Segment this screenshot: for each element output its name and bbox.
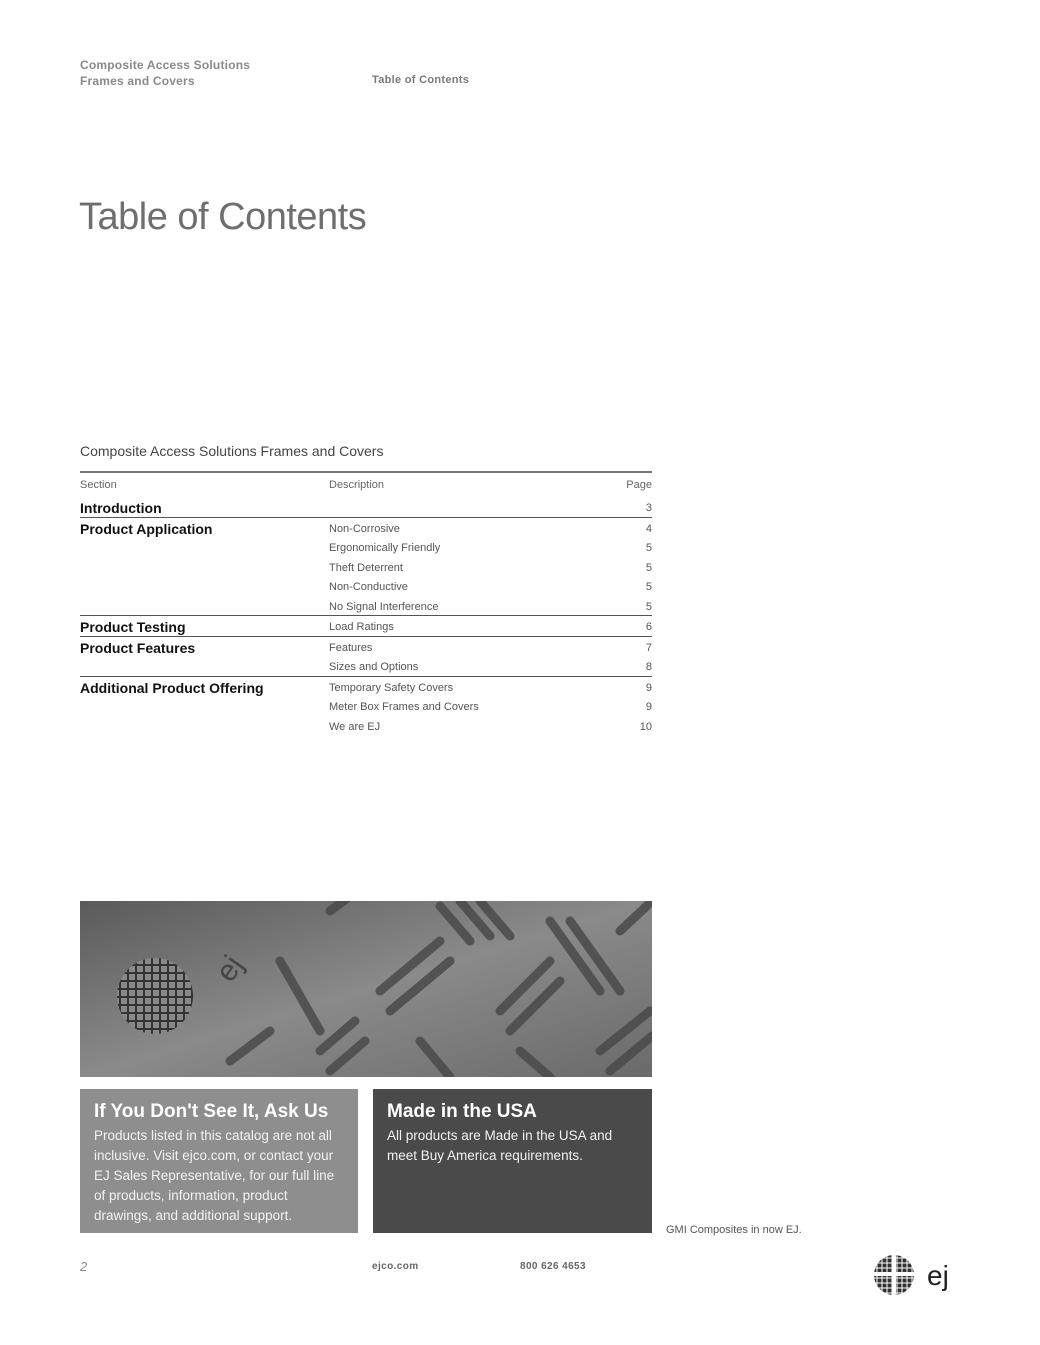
toc-table <box>80 471 652 735</box>
toc-page-number: 9 <box>645 701 652 713</box>
toc-row <box>80 518 652 538</box>
toc-page-number: 7 <box>645 641 652 654</box>
toc-page-number: 6 <box>645 621 652 633</box>
callout-ask-us-body: Products listed in this catalog are not all inclusive. Visit ejco.com, or contact your EJ Sales Representative, for our full line of products, information, product drawings, and additional support. <box>94 1128 335 1223</box>
col-description-label: Description <box>329 479 385 491</box>
toc-row <box>80 716 652 736</box>
callout-made-in-usa <box>373 1089 652 1233</box>
toc-description: We are EJ <box>329 720 381 733</box>
toc-description: Theft Deterrent <box>329 561 403 574</box>
toc-row <box>80 576 652 596</box>
company-note: GMI Composites in now EJ. <box>666 1224 802 1236</box>
toc-group <box>80 615 652 636</box>
toc-row <box>80 616 652 636</box>
toc-page-number: 8 <box>645 661 652 673</box>
globe-logo-icon <box>872 1253 952 1297</box>
header-section-title: Table of Contents <box>372 74 470 86</box>
footer-url: ejco.com <box>372 1261 419 1272</box>
globe-emblem <box>117 958 193 1034</box>
toc-section-name: Product Features <box>80 639 196 656</box>
toc-page-number: 10 <box>639 720 652 733</box>
toc-page-number: 9 <box>645 681 652 694</box>
svg-text:ej: ej <box>209 949 250 988</box>
logo-text: ej <box>927 1260 949 1291</box>
col-section-label: Section <box>80 479 117 491</box>
toc-section-name: Introduction <box>80 500 162 516</box>
brand-line-2: Frames and Covers <box>80 74 195 88</box>
toc-page-number: 5 <box>645 561 652 574</box>
toc-description: No Signal Interference <box>329 600 439 613</box>
toc-description: Non-Conductive <box>329 581 408 593</box>
callout-ask-us-title: If You Don't See It, Ask Us <box>94 1101 329 1122</box>
page-title: Table of Contents <box>79 196 367 238</box>
toc-description: Ergonomically Friendly <box>329 542 441 554</box>
toc-page-number: 4 <box>645 522 652 535</box>
toc-description: Sizes and Options <box>329 661 419 673</box>
toc-row <box>80 497 652 517</box>
toc-row <box>80 596 652 616</box>
toc-description: Features <box>329 641 373 654</box>
ej-logo <box>872 1253 952 1302</box>
toc-row <box>80 637 652 657</box>
toc-section-name: Additional Product Offering <box>80 679 264 696</box>
toc-group <box>80 636 652 676</box>
brand-line-1: Composite Access Solutions <box>80 58 251 72</box>
toc-description: Meter Box Frames and Covers <box>329 701 479 713</box>
toc-description: Non-Corrosive <box>329 522 400 535</box>
page-number: 2 <box>80 1259 88 1274</box>
toc-body <box>80 497 652 735</box>
toc-header-row <box>80 473 652 497</box>
toc-page-number: 5 <box>645 581 652 593</box>
toc-row <box>80 656 652 676</box>
toc-page-number: 5 <box>645 542 652 554</box>
toc-heading: Composite Access Solutions Frames and Covers <box>80 443 384 459</box>
callout-made-in-usa-title: Made in the USA <box>387 1101 537 1122</box>
hero-cover-photo <box>80 901 652 1077</box>
toc-page-number: 5 <box>645 600 652 613</box>
callout-made-in-usa-body: All products are Made in the USA and meet Buy America requirements. <box>387 1128 613 1163</box>
toc-row <box>80 677 652 697</box>
toc-row <box>80 696 652 716</box>
manhole-cover-texture <box>80 901 652 1077</box>
callout-ask-us <box>80 1089 358 1233</box>
toc-row <box>80 557 652 577</box>
toc-page-number: 3 <box>645 502 652 514</box>
toc-group <box>80 676 652 736</box>
toc-description: Temporary Safety Covers <box>329 681 454 694</box>
toc-group <box>80 517 652 616</box>
toc-section-name: Product Application <box>80 520 213 537</box>
toc-row <box>80 537 652 557</box>
footer-phone: 800 626 4653 <box>520 1261 586 1272</box>
col-page-label: Page <box>626 479 652 491</box>
toc-section-name: Product Testing <box>80 619 186 635</box>
toc-description: Load Ratings <box>329 621 394 633</box>
header-brand <box>80 57 250 89</box>
toc-group <box>80 497 652 517</box>
